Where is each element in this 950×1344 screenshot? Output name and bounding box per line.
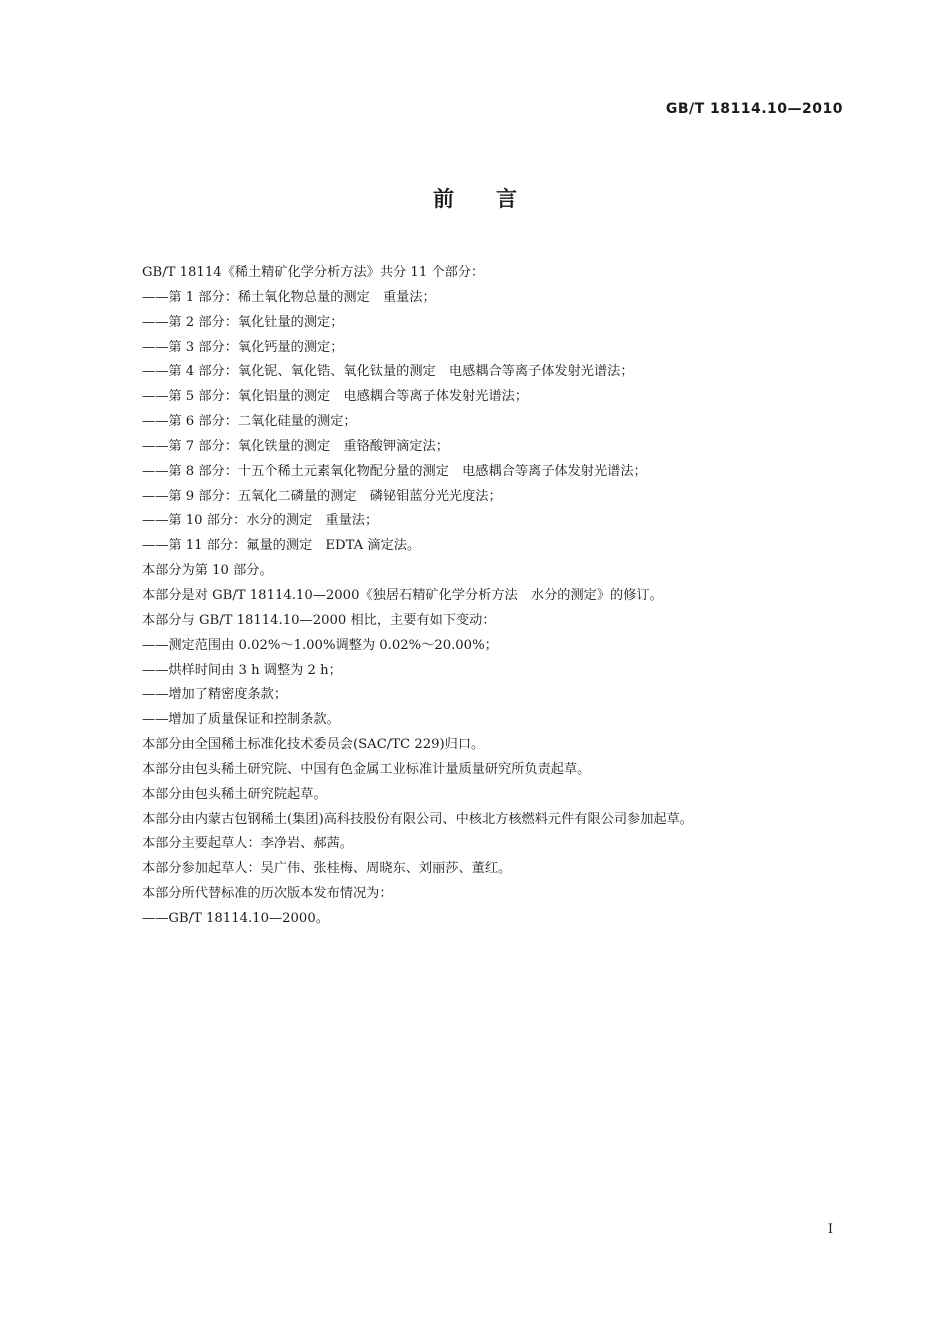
text-line: ——第 8 部分：十五个稀土元素氧化物配分量的测定 电感耦合等离子体发射光谱法； bbox=[142, 463, 647, 479]
text-line: ——烘样时间由 3 h 调整为 2 h； bbox=[142, 662, 342, 678]
text-line: 本部分是对 GB/T 18114.10—2000《独居石精矿化学分析方法 水分的测定》的修订。 bbox=[142, 587, 663, 603]
text-line: 本部分由包头稀土研究院、中国有色金属工业标准计量质量研究所负责起草。 bbox=[142, 761, 591, 777]
page-number: I bbox=[827, 1222, 833, 1237]
text-line: ——第 5 部分：氧化铝量的测定 电感耦合等离子体发射光谱法； bbox=[142, 389, 529, 405]
text-line: ——第 7 部分：氧化铁量的测定 重铬酸钾滴定法； bbox=[142, 438, 449, 454]
standard-number: GB/T 18114.10—2010 bbox=[665, 101, 843, 117]
page-title: 前言 bbox=[433, 187, 559, 211]
text-line: ——第 6 部分：二氧化硅量的测定； bbox=[142, 414, 357, 430]
text-line: 本部分与 GB/T 18114.10—2000 相比，主要有如下变动： bbox=[142, 612, 496, 628]
text-line: ——第 11 部分：氟量的测定 EDTA 滴定法。 bbox=[142, 538, 421, 554]
text-line: ——测定范围由 0.02%～1.00%调整为 0.02%～20.00%； bbox=[142, 637, 498, 653]
text-line: 本部分为第 10 部分。 bbox=[142, 563, 273, 579]
text-line: ——第 10 部分：水分的测定 重量法； bbox=[142, 513, 379, 529]
text-line: ——第 4 部分：氧化铌、氧化锆、氧化钛量的测定 电感耦合等离子体发射光谱法； bbox=[142, 364, 634, 380]
text-line: ——GB/T 18114.10—2000。 bbox=[142, 910, 329, 926]
text-line: 本部分由内蒙古包钢稀土(集团)高科技股份有限公司、中核北方核燃料元件有限公司参加起草。 bbox=[142, 811, 693, 827]
text-line: ——第 1 部分：稀土氧化物总量的测定 重量法； bbox=[142, 289, 436, 305]
text-line: 本部分参加起草人：吴广伟、张桂梅、周晓东、刘丽莎、董红。 bbox=[142, 861, 512, 877]
text-line: ——第 3 部分：氧化钙量的测定； bbox=[142, 339, 344, 355]
text-line: ——增加了精密度条款； bbox=[142, 687, 288, 703]
text-line: ——第 2 部分：氧化钍量的测定； bbox=[142, 314, 344, 330]
foreword-body bbox=[142, 261, 862, 932]
text-line: ——第 9 部分：五氧化二磷量的测定 磷铋钼蓝分光光度法； bbox=[142, 488, 502, 504]
text-line: 本部分所代替标准的历次版本发布情况为： bbox=[142, 886, 393, 902]
text-line: ——增加了质量保证和控制条款。 bbox=[142, 712, 340, 728]
text-line: 本部分由包头稀土研究院起草。 bbox=[142, 786, 327, 802]
text-line: 本部分主要起草人：李净岩、郝茜。 bbox=[142, 836, 353, 852]
text-line: 本部分由全国稀土标准化技术委员会(SAC/TC 229)归口。 bbox=[142, 737, 485, 753]
text-line: GB/T 18114《稀土精矿化学分析方法》共分 11 个部分： bbox=[142, 265, 485, 280]
